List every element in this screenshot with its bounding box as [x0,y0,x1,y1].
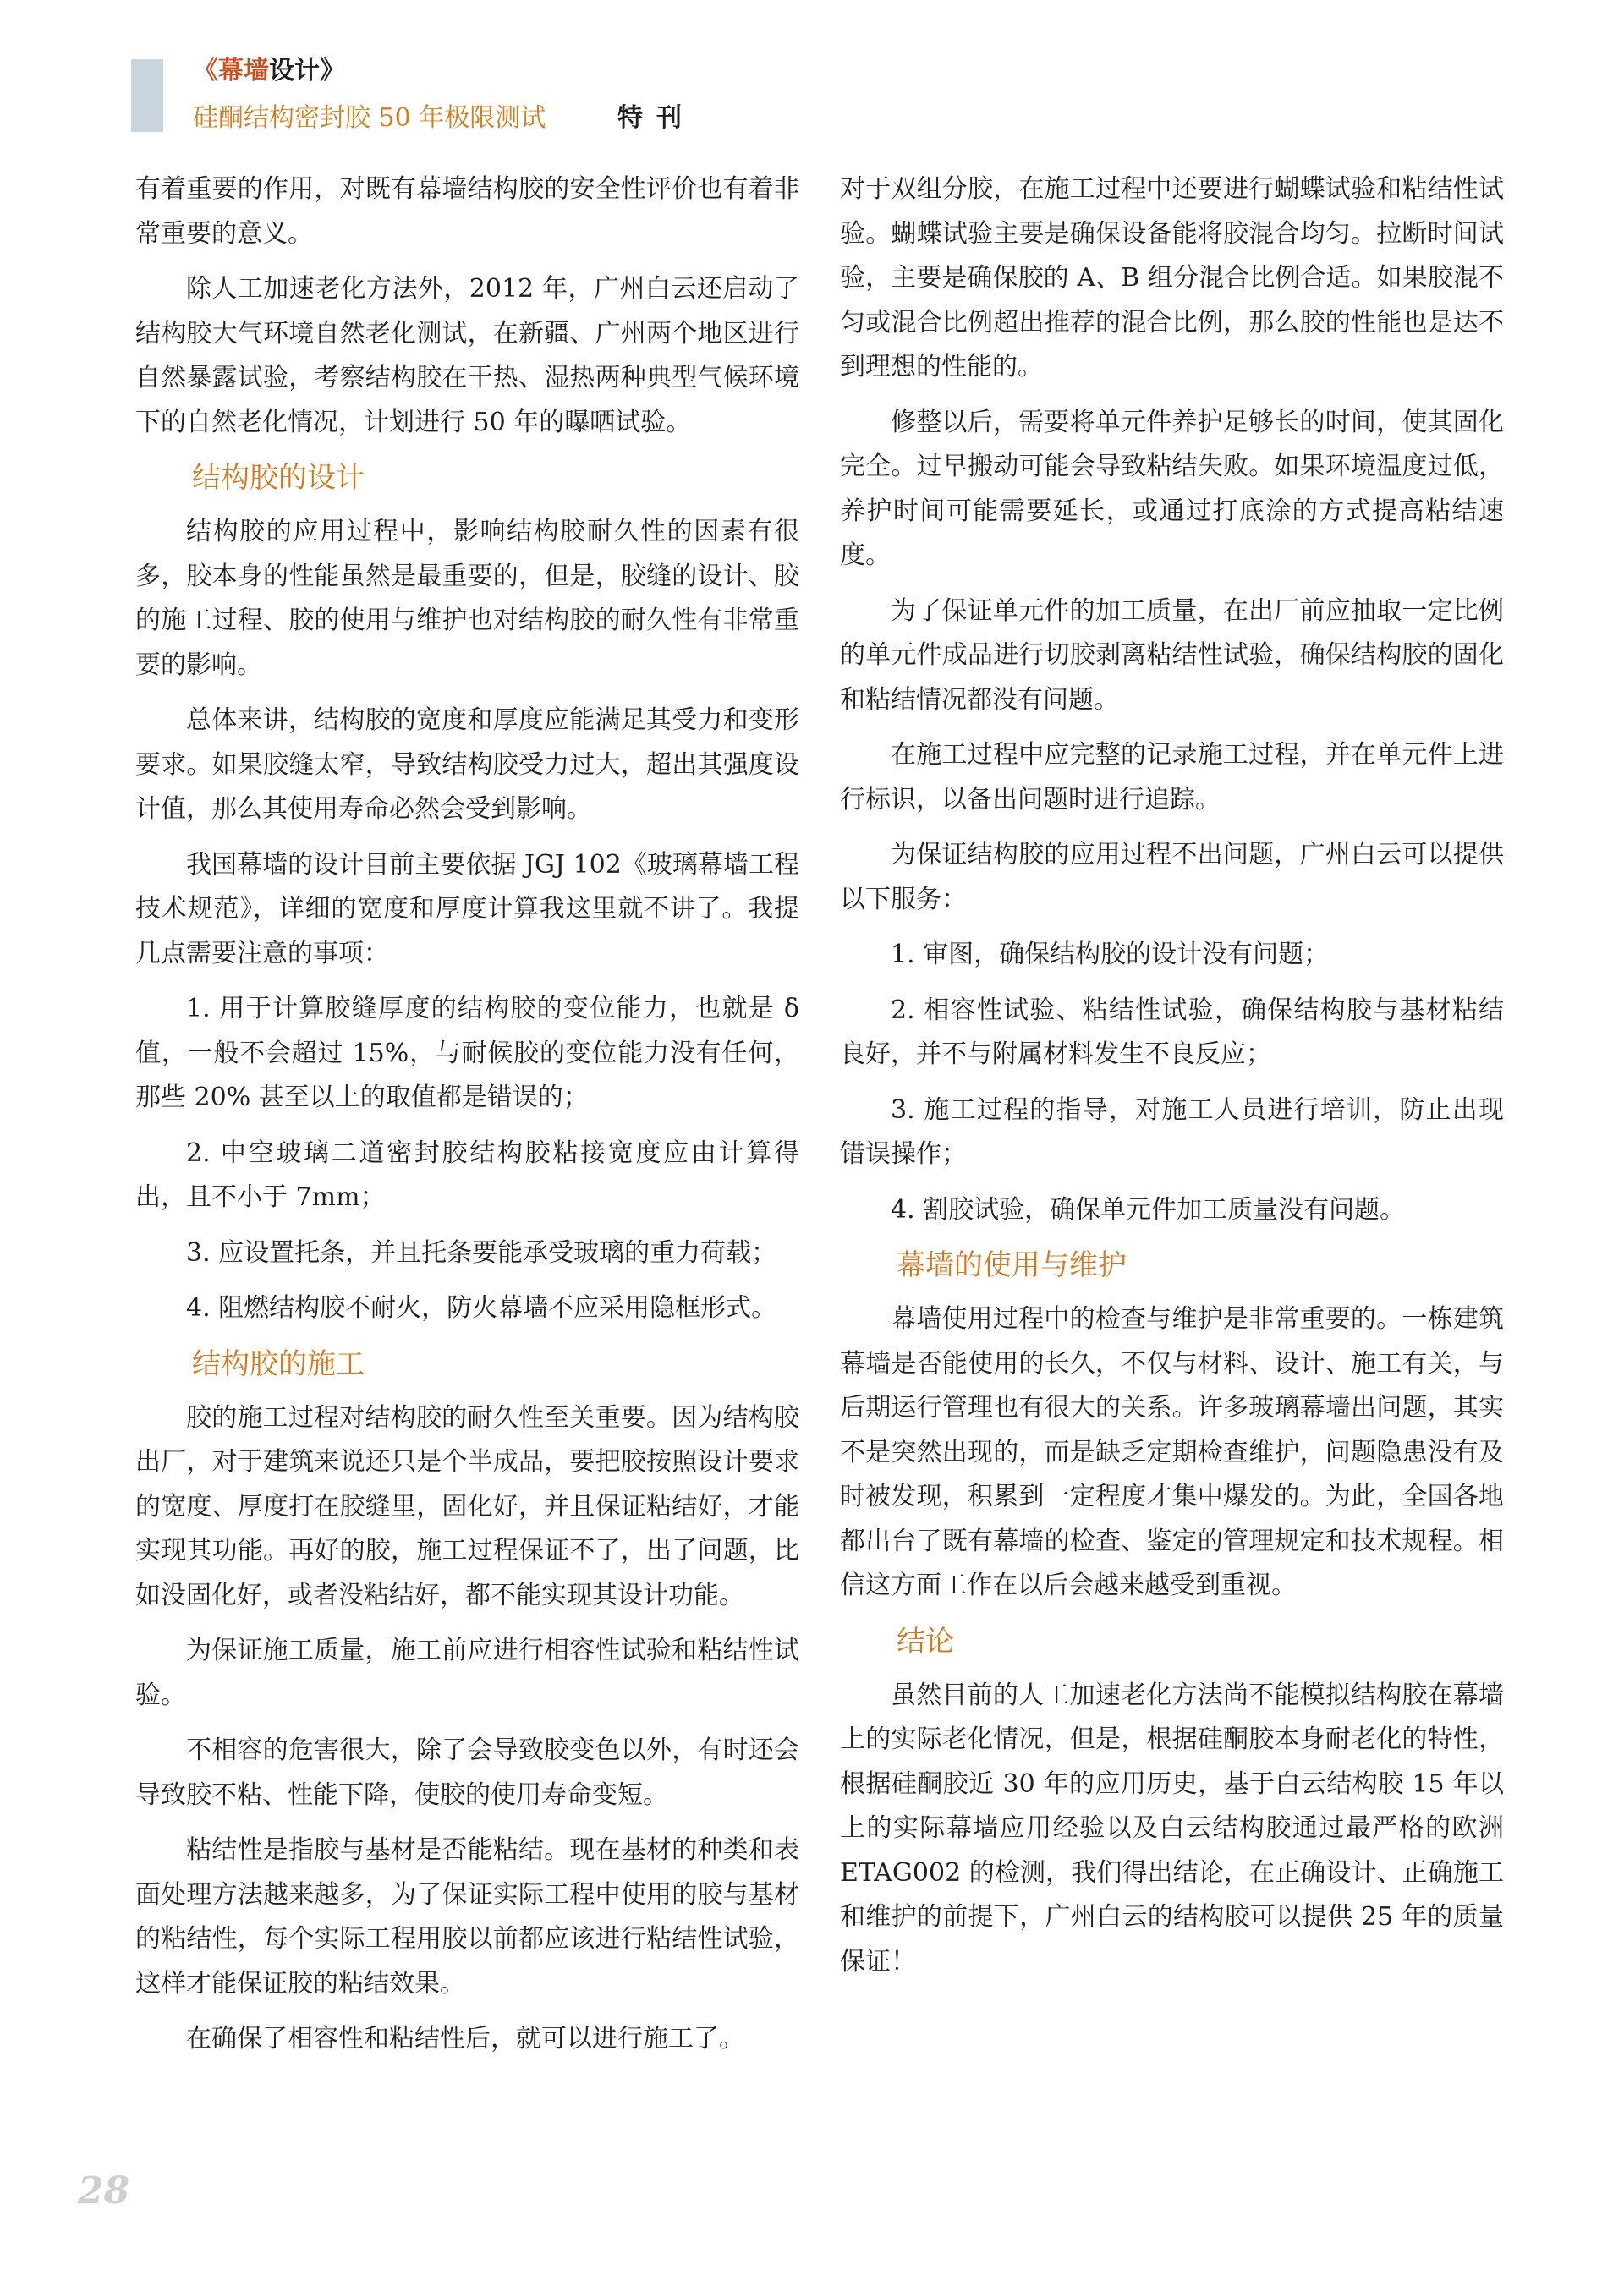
paragraph: 我国幕墙的设计目前主要依据 JGJ 102《玻璃幕墙工程技术规范》，详细的宽度和厚度计算我这里就不讲了。我提几点需要注意的事项： [135,849,799,968]
magazine-title [193,52,345,90]
section-heading-maintenance: 幕墙的使用与维护 [897,1248,1127,1282]
list-item: 2. 相容性试验、粘结性试验，确保结构胶与基材粘结良好，并不与附属材料发生不良反应； [840,995,1504,1069]
list-item: 4. 割胶试验，确保单元件加工质量没有问题。 [891,1194,1406,1225]
section-heading-design: 结构胶的设计 [192,461,365,495]
paragraph: 为了保证单元件的加工质量，在出厂前应抽取一定比例的单元件成品进行切胶剥离粘结性试验，确保结构胶的固化和粘结情况都没有问题。 [840,595,1504,715]
special-issue-label: 特刊 [617,103,695,133]
paragraph: 结构胶的应用过程中，影响结构胶耐久性的因素有很多，胶本身的性能虽然是最重要的，但是，胶缝的设计、胶的施工过程、胶的使用与维护也对结构胶的耐久性有非常重要的影响。 [135,517,799,680]
paragraph: 为保证施工质量，施工前应进行相容性试验和粘结性试验。 [135,1636,799,1710]
list-item: 3. 施工过程的指导，对施工人员进行培训，防止出现错误操作； [840,1094,1504,1169]
paragraph: 修整以后，需要将单元件养护足够长的时间，使其固化完全。过早搬动可能会导致粘结失败。如果环境温度过低，养护时间可能需要延长，或通过打底涂的方式提高粘结速度。 [840,407,1504,570]
list-item: 3. 应设置托条，并且托条要能承受玻璃的重力荷载； [186,1237,777,1268]
paragraph: 在确保了相容性和粘结性后，就可以进行施工了。 [186,2024,744,2053]
header-decorative-bar [131,59,163,132]
left-column [135,167,799,2129]
list-item: 1. 审图，确保结构胶的设计没有问题； [891,940,1330,969]
paragraph: 为保证结构胶的应用过程不出问题，广州白云可以提供以下服务： [840,840,1504,914]
issue-subtitle: 硅酮结构密封胶 50 年极限测试 [193,103,546,133]
paragraph: 虽然目前的人工加速老化方法尚不能模拟结构胶在幕墙上的实际老化情况，但是，根据硅酮胶本身耐老化的特性，根据硅酮胶近 30 年的应用历史，基于白云结构胶 15 年以上的实际幕墙应用经验以及白云结构胶通过最严格的欧洲 ETAG002 的检测，我们得出结论，在正确设计、正确施工和维护的前提下，广州白云的结构胶可以提供 25 年的质量保证！ [840,1680,1504,1977]
paragraph: 不相容的危害很大，除了会导致胶变色以外，有时还会导致胶不粘、性能下降，使胶的使用寿命变短。 [135,1735,799,1810]
paragraph: 除人工加速老化方法外，2012 年，广州白云还启动了结构胶大气环境自然老化测试，在新疆、广州两个地区进行自然暴露试验，考察结构胶在干热、湿热两种典型气候环境下的自然老化情况，计划进行 50 年的曝晒试验。 [135,274,799,437]
right-column [840,167,1504,2129]
section-heading-construction: 结构胶的施工 [192,1346,365,1381]
paragraph: 对于双组分胶，在施工过程中还要进行蝴蝶试验和粘结性试验。蝴蝶试验主要是确保设备能将胶混合均匀。拉断时间试验，主要是确保胶的 A、B 组分混合比例合适。如果胶混不匀或混合比例超出推荐的混合比例，那么胶的性能也是达不到理想的性能的。 [840,174,1504,381]
paragraph: 粘结性是指胶与基材是否能粘结。现在基材的种类和表面处理方法越来越多，为了保证实际工程中使用的胶与基材的粘结性，每个实际工程用胶以前都应该进行粘结性试验，这样才能保证胶的粘结效果。 [135,1835,799,1999]
page-number: 28 [78,2169,130,2212]
paragraph: 胶的施工过程对结构胶的耐久性至关重要。因为结构胶出厂，对于建筑来说还只是个半成品，要把胶按照设计要求的宽度、厚度打在胶缝里，固化好，并且保证粘结好，才能实现其功能。再好的胶，施工过程保证不了，出了问题，比如没固化好，或者没粘结好，都不能实现其设计功能。 [135,1402,799,1610]
paragraph: 在施工过程中应完整的记录施工过程，并在单元件上进行标识，以备出问题时进行追踪。 [840,740,1504,814]
paragraph: 幕墙使用过程中的检查与维护是非常重要的。一栋建筑幕墙是否能使用的长久，不仅与材料、设计、施工有关，与后期运行管理也有很大的关系。许多玻璃幕墙出问题，其实不是突然出现的，而是缺乏定期检查维护，问题隐患没有及时被发现，积累到一定程度才集中爆发的。为此，全国各地都出台了既有幕墙的检查、鉴定的管理规定和技术规程。相信这方面工作在以后会越来越受到重视。 [840,1304,1504,1600]
magazine-title-name: 《幕墙 [193,56,269,85]
paragraph: 有着重要的作用，对既有幕墙结构胶的安全性评价也有着非常重要的意义。 [135,174,799,249]
paragraph: 总体来讲，结构胶的宽度和厚度应能满足其受力和变形要求。如果胶缝太窄，导致结构胶受力过大，超出其强度设计值，那么其使用寿命必然会受到影响。 [135,705,799,824]
magazine-title-suffix: 设计》 [269,56,345,85]
section-heading-conclusion: 结论 [897,1624,954,1659]
list-item: 1. 用于计算胶缝厚度的结构胶的变位能力，也就是 δ 值，一般不会超过 15%，与耐候胶的变位能力没有任何，那些 20% 甚至以上的取值都是错误的； [135,994,799,1112]
list-item: 4. 阻燃结构胶不耐火，防火幕墙不应采用隐框形式。 [186,1293,777,1323]
list-item: 2. 中空玻璃二道密封胶结构胶粘接宽度应由计算得出，且不小于 7mm； [135,1138,799,1212]
